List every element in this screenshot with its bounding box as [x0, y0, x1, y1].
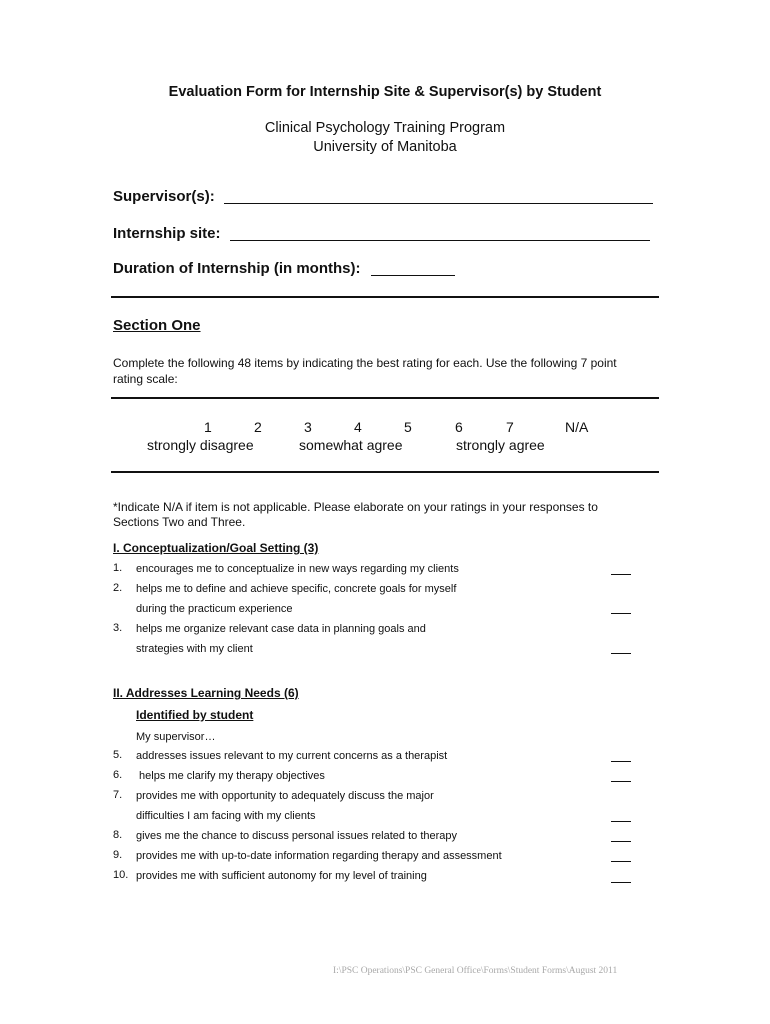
part-2-lead: My supervisor… [136, 731, 216, 743]
scale-number-7: 7 [506, 419, 514, 435]
scale-number-5: 5 [404, 419, 412, 435]
item-number: 6. [113, 769, 123, 781]
duration-field[interactable] [371, 275, 455, 276]
item-text: provides me with up-to-date information regarding therapy and assessment [136, 850, 502, 862]
university-name: University of Manitoba [313, 139, 457, 155]
site-field[interactable] [230, 240, 650, 241]
item-text: helps me organize relevant case data in planning goals and [136, 623, 426, 635]
rating-blank-10[interactable] [611, 882, 631, 883]
footer-path: I:\PSC Operations\PSC General Office\Forms\Student Forms\August 2011 [333, 966, 618, 976]
scale-number-4: 4 [354, 419, 362, 435]
scale-number-2: 2 [254, 419, 262, 435]
form-title: Evaluation Form for Internship Site & Supervisor(s) by Student [168, 84, 602, 100]
scale-number-na: N/A [565, 419, 589, 435]
program-name: Clinical Psychology Training Program [264, 120, 506, 136]
item-text: provides me with sufficient autonomy for my level of training [136, 870, 427, 882]
instructions-line-1: Complete the following 48 items by indicating the best rating for each. Use the following 7 point [113, 356, 617, 370]
site-label: Internship site: [113, 225, 221, 242]
scale-number-3: 3 [304, 419, 312, 435]
item-number: 7. [113, 789, 123, 801]
item-number: 2. [113, 582, 123, 594]
scale-anchor-high: strongly agree [456, 437, 545, 453]
scale-number-1: 1 [204, 419, 212, 435]
item-text-continued: difficulties I am facing with my clients [136, 810, 316, 822]
item-number: 3. [113, 622, 123, 634]
scale-bottom-rule [111, 471, 659, 473]
part-2-heading: II. Addresses Learning Needs (6) [113, 686, 299, 700]
rating-blank-3[interactable] [611, 653, 631, 654]
scale-number-6: 6 [455, 419, 463, 435]
scale-top-rule [111, 397, 659, 399]
rating-blank-1[interactable] [611, 574, 631, 575]
note-line-1: *Indicate N/A if item is not applicable. Please elaborate on your ratings in your responses to [113, 500, 598, 514]
supervisor-field[interactable] [224, 203, 653, 204]
item-number: 9. [113, 849, 123, 861]
item-number: 8. [113, 829, 123, 841]
rating-blank-5[interactable] [611, 761, 631, 762]
rating-blank-7[interactable] [611, 821, 631, 822]
item-text: provides me with opportunity to adequately discuss the major [136, 790, 434, 802]
item-text: encourages me to conceptualize in new ways regarding my clients [136, 563, 459, 575]
divider [111, 296, 659, 298]
rating-blank-2[interactable] [611, 613, 631, 614]
scale-anchor-low: strongly disagree [147, 437, 254, 453]
scale-anchor-mid: somewhat agree [299, 437, 403, 453]
section-one-heading: Section One [113, 317, 201, 334]
item-number: 1. [113, 562, 123, 574]
item-text: addresses issues relevant to my current concerns as a therapist [136, 750, 448, 762]
supervisor-label: Supervisor(s): [113, 188, 215, 205]
instructions-line-2: rating scale: [113, 372, 178, 386]
rating-blank-8[interactable] [611, 841, 631, 842]
item-number: 10. [113, 869, 129, 881]
rating-blank-6[interactable] [611, 781, 631, 782]
item-text: gives me the chance to discuss personal issues related to therapy [136, 830, 458, 842]
item-text-continued: strategies with my client [136, 643, 253, 655]
duration-label: Duration of Internship (in months): [113, 260, 361, 277]
item-text: helps me to define and achieve specific, concrete goals for myself [136, 583, 457, 595]
item-text: helps me clarify my therapy objectives [136, 770, 325, 782]
part-1-heading: I. Conceptualization/Goal Setting (3) [113, 541, 319, 555]
part-2-subheading: Identified by student [136, 708, 254, 722]
note-line-2: Sections Two and Three. [113, 515, 246, 529]
item-text-continued: during the practicum experience [136, 603, 293, 615]
rating-blank-9[interactable] [611, 861, 631, 862]
item-number: 5. [113, 749, 123, 761]
